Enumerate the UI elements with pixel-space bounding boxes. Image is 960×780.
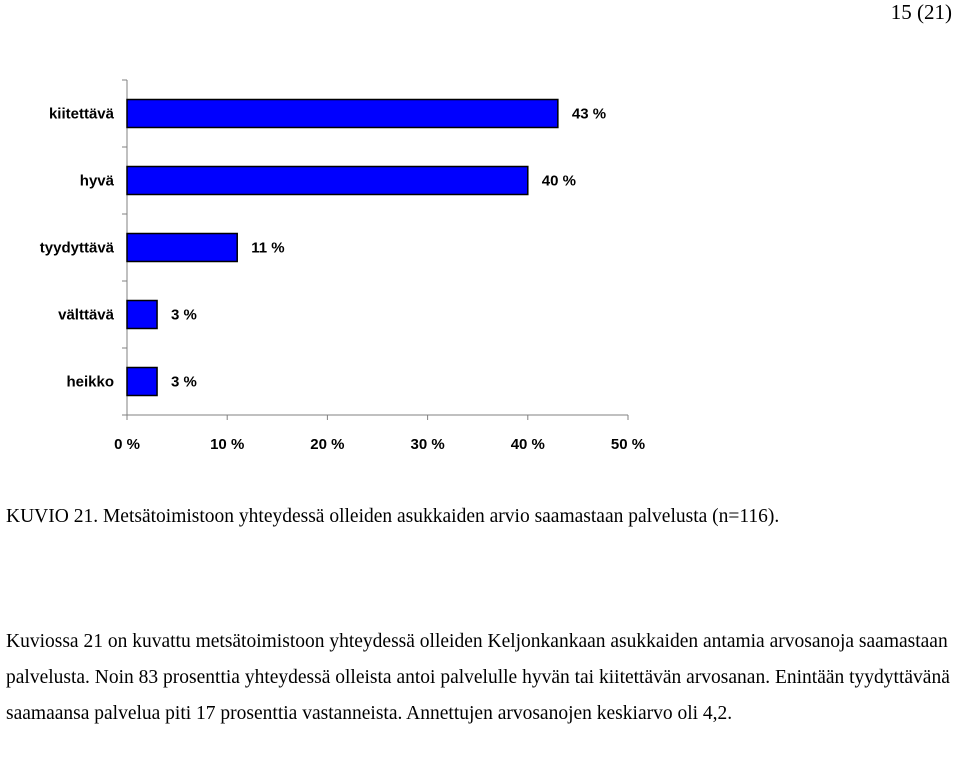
bar	[127, 100, 558, 128]
category-label: tyydyttävä	[39, 239, 114, 257]
x-tick-label: 0 %	[114, 436, 140, 453]
figure-caption: KUVIO 21. Metsätoimistoon yhteydessä olleiden asukkaiden arvio saamastaan palvelusta (n=116).	[6, 506, 780, 527]
category-label: hyvä	[79, 172, 114, 190]
x-tick-label: 20 %	[310, 436, 345, 453]
bar-chart	[0, 70, 960, 470]
x-tick-label: 40 %	[510, 436, 545, 453]
bar	[127, 368, 157, 396]
category-label: heikko	[66, 373, 114, 391]
chart-bars	[127, 100, 558, 396]
x-tick-label: 50 %	[610, 436, 646, 453]
value-label: 40 %	[541, 172, 577, 190]
bar	[127, 234, 237, 262]
bar	[127, 301, 157, 329]
value-label: 11 %	[251, 239, 285, 257]
category-label: välttävä	[58, 306, 114, 324]
value-label: 3 %	[171, 373, 197, 391]
bar	[127, 167, 528, 195]
x-tick-label: 10 %	[210, 436, 245, 453]
chart-labels	[40, 106, 645, 454]
page-number: 15 (21)	[890, 0, 952, 24]
x-tick-label: 30 %	[410, 436, 445, 453]
value-label: 3 %	[171, 306, 197, 324]
category-label: kiitettävä	[48, 105, 114, 123]
body-paragraph: Kuviossa 21 on kuvattu metsätoimistoon yhteydessä olleiden Keljonkankaan asukkaiden antamia arvosanoja saamastaan palvelusta. Noin 83 prosenttia yhteydessä olleista antoi palvelulle hyvän tai kiitettävän arvosanan. Enintään tyydyttävänä saamaansa palvelua piti 17 prosenttia vastanneista. Annettujen arvosanojen keskiarvo oli 4,2.	[6, 631, 950, 724]
value-label: 43 %	[571, 105, 607, 123]
